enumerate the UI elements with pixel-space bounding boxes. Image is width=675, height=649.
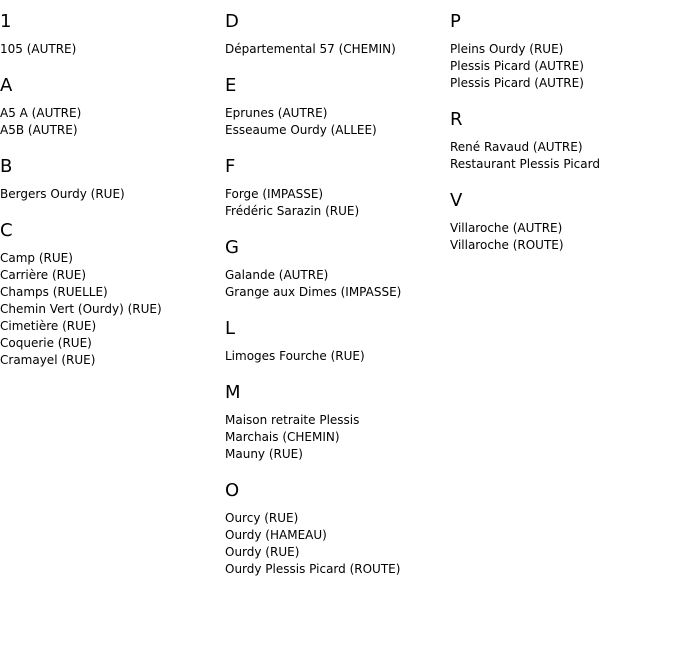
street-link[interactable]: Camp (RUE)	[0, 251, 73, 265]
group-letter: M	[225, 382, 241, 403]
street-list	[450, 220, 670, 254]
street-link[interactable]: A5B (AUTRE)	[0, 123, 78, 137]
list-item	[0, 186, 220, 203]
index-column-2	[225, 0, 445, 578]
street-list	[225, 186, 445, 220]
street-link[interactable]: Plessis Picard (AUTRE)	[450, 76, 584, 90]
list-item	[225, 348, 445, 365]
index-column-3	[450, 0, 670, 254]
street-link[interactable]: Eprunes (AUTRE)	[225, 106, 328, 120]
letter-group-f	[225, 156, 445, 220]
list-item	[0, 284, 220, 301]
list-item	[450, 220, 670, 237]
group-letter: B	[0, 156, 13, 177]
list-item	[0, 122, 220, 139]
street-link[interactable]: Plessis Picard (AUTRE)	[450, 59, 584, 73]
street-link[interactable]: Galande (AUTRE)	[225, 268, 329, 282]
list-item	[0, 352, 220, 369]
street-link[interactable]: A5 A (AUTRE)	[0, 106, 82, 120]
street-link[interactable]: Ourdy Plessis Picard (ROUTE)	[225, 562, 401, 576]
street-link[interactable]: Esseaume Ourdy (ALLEE)	[225, 123, 377, 137]
street-link[interactable]: Ourdy (RUE)	[225, 545, 300, 559]
street-link[interactable]: Carrière (RUE)	[0, 268, 87, 282]
street-link[interactable]: Ourcy (RUE)	[225, 511, 299, 525]
street-link[interactable]: Ourdy (HAMEAU)	[225, 528, 327, 542]
street-list	[225, 510, 445, 578]
street-list	[225, 267, 445, 301]
street-link[interactable]: Villaroche (AUTRE)	[450, 221, 563, 235]
group-letter: C	[0, 220, 13, 241]
list-item	[0, 105, 220, 122]
street-list	[450, 41, 670, 92]
letter-group-p	[450, 11, 670, 92]
street-list	[225, 412, 445, 463]
list-item	[0, 41, 220, 58]
list-item	[225, 122, 445, 139]
letter-group-r	[450, 109, 670, 173]
list-item	[450, 58, 670, 75]
street-link[interactable]: Forge (IMPASSE)	[225, 187, 324, 201]
street-link[interactable]: Mauny (RUE)	[225, 447, 303, 461]
street-link[interactable]: 105 (AUTRE)	[0, 42, 77, 56]
letter-group-b	[0, 156, 220, 203]
letter-group-o	[225, 480, 445, 578]
group-letter: F	[225, 156, 236, 177]
group-letter: L	[225, 318, 236, 339]
list-item	[0, 335, 220, 352]
list-item	[225, 544, 445, 561]
letter-group-e	[225, 75, 445, 139]
list-item	[225, 510, 445, 527]
letter-group-d	[225, 11, 445, 58]
list-item	[0, 267, 220, 284]
street-link[interactable]: Cramayel (RUE)	[0, 353, 96, 367]
street-list	[225, 348, 445, 365]
list-item	[0, 250, 220, 267]
list-item	[450, 237, 670, 254]
group-letter: D	[225, 11, 239, 32]
street-link[interactable]: Pleins Ourdy (RUE)	[450, 42, 564, 56]
index-column-1	[0, 0, 220, 369]
list-item	[225, 446, 445, 463]
street-list	[0, 250, 220, 369]
street-link[interactable]: Coquerie (RUE)	[0, 336, 92, 350]
street-list	[225, 41, 445, 58]
list-item	[225, 186, 445, 203]
street-link[interactable]: Marchais (CHEMIN)	[225, 430, 340, 444]
letter-group-g	[225, 237, 445, 301]
street-link[interactable]: Villaroche (ROUTE)	[450, 238, 564, 252]
list-item	[450, 41, 670, 58]
letter-group-m	[225, 382, 445, 463]
letter-group-c	[0, 220, 220, 369]
letter-group-a	[0, 75, 220, 139]
street-link[interactable]: René Ravaud (AUTRE)	[450, 140, 583, 154]
list-item	[225, 284, 445, 301]
street-link[interactable]: Maison retraite Plessis	[225, 413, 360, 427]
list-item	[450, 75, 670, 92]
group-letter: A	[0, 75, 13, 96]
list-item	[225, 412, 445, 429]
list-item	[450, 156, 670, 173]
group-letter: R	[450, 109, 463, 130]
street-link[interactable]: Grange aux Dimes (IMPASSE)	[225, 285, 402, 299]
street-link[interactable]: Champs (RUELLE)	[0, 285, 108, 299]
group-letter: O	[225, 480, 240, 501]
list-item	[0, 318, 220, 335]
street-link[interactable]: Cimetière (RUE)	[0, 319, 97, 333]
street-link[interactable]: Frédéric Sarazin (RUE)	[225, 204, 360, 218]
list-item	[225, 203, 445, 220]
street-link[interactable]: Limoges Fourche (RUE)	[225, 349, 365, 363]
letter-group-1	[0, 11, 220, 58]
list-item	[225, 561, 445, 578]
street-list	[225, 105, 445, 139]
street-link[interactable]: Restaurant Plessis Picard	[450, 157, 600, 171]
letter-group-l	[225, 318, 445, 365]
list-item	[225, 267, 445, 284]
group-letter: 1	[0, 11, 12, 32]
group-letter: E	[225, 75, 237, 96]
list-item	[0, 301, 220, 318]
street-link[interactable]: Départemental 57 (CHEMIN)	[225, 42, 396, 56]
letter-group-v	[450, 190, 670, 254]
street-list	[0, 186, 220, 203]
list-item	[225, 429, 445, 446]
street-link[interactable]: Bergers Ourdy (RUE)	[0, 187, 125, 201]
list-item	[225, 527, 445, 544]
group-letter: V	[450, 190, 463, 211]
list-item	[450, 139, 670, 156]
street-link[interactable]: Chemin Vert (Ourdy) (RUE)	[0, 302, 162, 316]
street-list	[450, 139, 670, 173]
list-item	[225, 41, 445, 58]
list-item	[225, 105, 445, 122]
group-letter: P	[450, 11, 461, 32]
group-letter: G	[225, 237, 239, 258]
street-list	[0, 41, 220, 58]
street-list	[0, 105, 220, 139]
